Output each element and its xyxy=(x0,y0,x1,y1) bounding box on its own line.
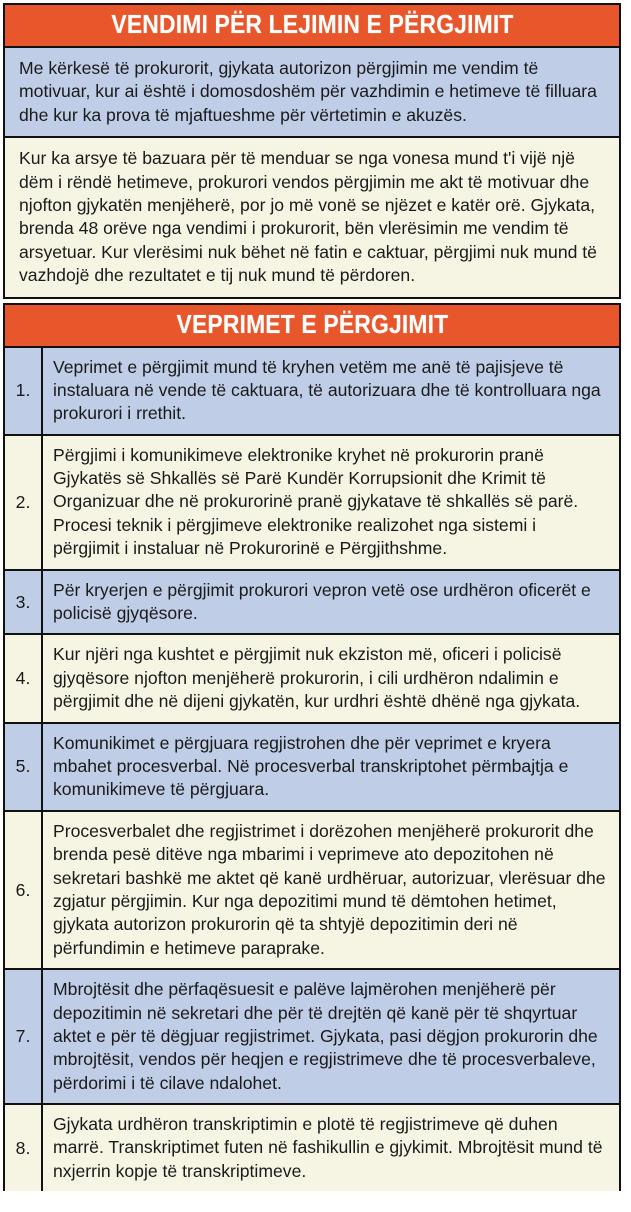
row-number: 7. xyxy=(5,970,43,1103)
decision-paragraph-2: Kur ka arsye të bazuara për të menduar se nga vonesa mund t'i vijë një dëm i rëndë hetimeve, prokurori vendos përgjimin me akt të motivuar dhe njofton gjykatën menjëherë, por jo më vonë se njëzet e katër orë. Gjykata, brenda 48 orëve nga vendimi i prokurorit, bën vlerësimin me vendim të arsyetuar. Kur vlerësimi nuk bëhet në fatin e caktuar, përgjimi nuk mund të vazhdojë dhe rezultatet e tij nuk mund të përdoren. xyxy=(5,136,619,296)
row-number: 8. xyxy=(5,1105,43,1191)
actions-block xyxy=(3,303,621,1192)
decision-banner-title: VENDIMI PËR LEJIMIN E PËRGJIMIT xyxy=(110,9,514,39)
actions-banner-title: VEPRIMET E PËRGJIMIT xyxy=(176,308,448,339)
table-row xyxy=(5,810,619,968)
row-text: Procesverbalet dhe regjistrimet i dorëzohen menjëherë prokurorit dhe brenda pesë ditëve nga mbarimi i veprimeve ato depozitohen në sekretari bashkë me aktet që kanë urdhëruar, autorizuar, vlerësuar dhe zgjatur përgjimin. Kur nga depozitimi mund të dëmtohen hetimet, gjykata autorizon prokurorin që ta shtyjë depozitimin deri në përfundimin e hetimeve paraprake. xyxy=(53,820,606,958)
table-row xyxy=(5,569,619,634)
row-number: 4. xyxy=(5,635,43,721)
decision-paragraph-1: Me kërkesë të prokurorit, gjykata autorizon përgjimin me vendim të motivuar, kur ai është i domosdoshëm për vazhdimin e hetimeve të filluara dhe kur ka prova të mjaftueshme për vërtetimin e akuzës. xyxy=(5,48,619,136)
decision-banner xyxy=(5,5,619,48)
decision-block xyxy=(3,3,621,299)
table-row xyxy=(5,633,619,721)
table-row xyxy=(5,722,619,810)
row-text: Veprimet e përgjimit mund të kryhen vetëm me anë të pajisjeve të instaluara në vende të caktuara, të autorizuara dhe të kontrolluara nga prokurori i rrethit. xyxy=(53,356,601,424)
actions-banner xyxy=(5,305,619,348)
row-text: Përgjimi i komunikimeve elektronike kryhet në prokurorin pranë Gjykatës së Shkallës së Parë Kundër Korrupsionit dhe Krimit të Organizuar dhe në prokurorinë pranë gjykatave të shkallës së parë. Procesi teknik i përgjimeve elektronike realizohet nga sistemi i përgjimit i instaluar në Prokurorinë e Përgjithshme. xyxy=(53,444,579,559)
row-text: Gjykata urdhëron transkriptimin e plotë të regjistrimeve që duhen marrë. Transkriptimet futen në fashikullin e gjykimit. Mbrojtësit mund të nxjerrin kopje të transkriptimeve. xyxy=(53,1114,603,1181)
row-number: 3. xyxy=(5,571,43,634)
table-row xyxy=(5,968,619,1103)
row-text: Kur njëri nga kushtet e përgjimit nuk ekziston më, oficeri i policisë gjyqësore njofton menjëherë prokurorin, i cili urdhëron ndalimin e përgjimit dhe në dijeni gjykatën, kur urdhri është dhënë nga gjykata. xyxy=(53,644,581,712)
table-row xyxy=(5,348,619,434)
row-number: 5. xyxy=(5,724,43,810)
row-text: Për kryerjen e përgjimit prokurori vepron vetë ose urdhëron oficerët e policisë gjyqësore. xyxy=(53,579,591,624)
actions-row-list xyxy=(5,348,619,1192)
row-text: Mbrojtësit dhe përfaqësuesit e palëve lajmërohen menjëherë për depozitimin në sekretari dhe për të drejtën që kanë për të shqyrtuar aktet e për të dëgjuar regjistrimet. Gjykata, pasi dëgjon prokurorin dhe mbrojtësit, vendos për heqjen e regjistrimeve dhe të procesverbaleve, përdorimi i të cilave ndalohet. xyxy=(53,979,598,1093)
row-text: Komunikimet e përgjuara regjistrohen dhe për veprimet e kryera mbahet procesverbal. Në procesverbal transkriptohet përmbajtja e komunikimeve të përgjuara. xyxy=(53,732,569,800)
table-row xyxy=(5,1103,619,1191)
table-row xyxy=(5,434,619,569)
row-number: 6. xyxy=(5,812,43,968)
row-number: 1. xyxy=(5,348,43,434)
row-number: 2. xyxy=(5,436,43,569)
